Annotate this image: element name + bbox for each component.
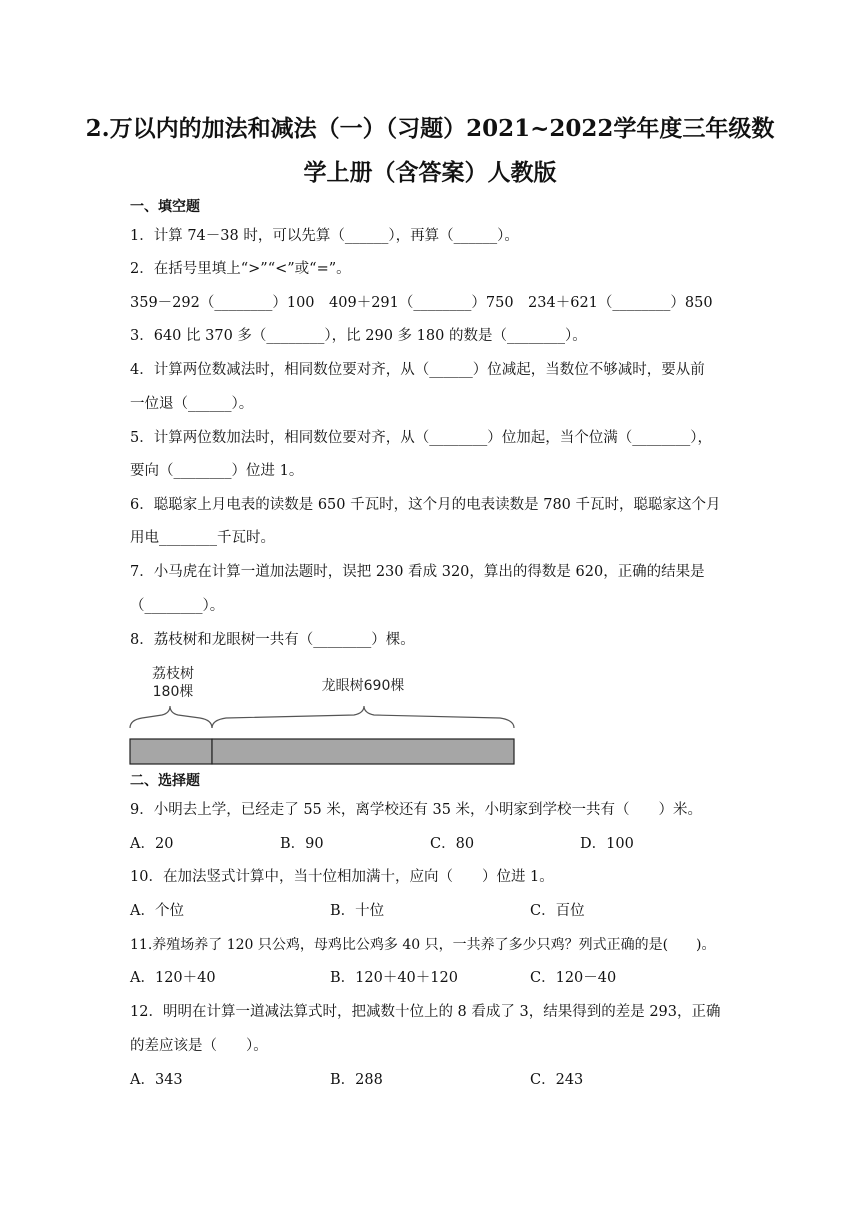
question-11: 11.养殖场养了 120 只公鸡，母鸡比公鸡多 40 只，一共养了多少只鸡？列式正确的是( )。 xyxy=(130,937,716,953)
question-9: 9．小明去上学，已经走了 55 米，离学校还有 35 米，小明家到学校一共有（ ）米。 xyxy=(130,802,703,818)
q12-option-a: A．343 xyxy=(130,1072,183,1088)
document-title-line-1: 2.万以内的加法和减法（一）（习题）2021~2022学年度三年级数 xyxy=(85,115,775,142)
lychee-count-label: 180棵 xyxy=(152,684,194,700)
q9-option-b: B．90 xyxy=(280,836,324,852)
q11-option-a: A．120＋40 xyxy=(130,970,216,986)
q10-option-c: C．百位 xyxy=(530,903,585,919)
question-12-line-2: 的差应该是（ ）。 xyxy=(130,1038,268,1054)
question-8: 8．荔枝树和龙眼树一共有（________）棵。 xyxy=(130,632,415,648)
question-10: 10．在加法竖式计算中，当十位相加满十，应向（ ）位进 1。 xyxy=(130,869,554,885)
q11-option-c: C．120－40 xyxy=(530,970,617,986)
lychee-label: 荔枝树 xyxy=(152,666,194,682)
q12-option-b: B．288 xyxy=(330,1072,383,1088)
q9-option-a: A．20 xyxy=(130,836,174,852)
q10-option-a: A．个位 xyxy=(130,903,184,919)
question-4-line-2: 一位退（______）。 xyxy=(130,396,254,412)
question-7-line-1: 7．小马虎在计算一道加法题时，误把 230 看成 320，算出的得数是 620，正确的结果是 xyxy=(130,564,705,580)
q11-option-b: B．120＋40＋120 xyxy=(330,970,458,986)
lychee-segment xyxy=(130,739,212,764)
q9-option-c: C．80 xyxy=(430,836,475,852)
brace-and-bar-graphic xyxy=(128,660,520,768)
question-7-line-2: （________）。 xyxy=(130,598,225,614)
section-heading-fill-in: 一、填空题 xyxy=(130,199,200,215)
q9-option-d: D．100 xyxy=(580,836,634,852)
section-heading-choice: 二、选择题 xyxy=(130,773,200,789)
longan-segment xyxy=(212,739,514,764)
q12-option-c: C．243 xyxy=(530,1072,584,1088)
question-12-line-1: 12．明明在计算一道减法算式时，把减数十位上的 8 看成了 3，结果得到的差是 293，正确 xyxy=(130,1004,721,1020)
question-1: 1．计算 74－38 时，可以先算（______），再算（______）。 xyxy=(130,228,519,244)
question-6-line-1: 6．聪聪家上月电表的读数是 650 千瓦时，这个月的电表读数是 780 千瓦时，聪聪家这个月 xyxy=(130,497,721,513)
tree-bar-diagram xyxy=(128,660,520,768)
question-2: 2．在括号里填上“>”“<”或“=”。 xyxy=(130,261,351,277)
question-5-line-1: 5．计算两位数加法时，相同数位要对齐，从（________）位加起，当个位满（________）， xyxy=(130,430,712,446)
question-4-line-1: 4．计算两位数减法时，相同数位要对齐，从（______）位减起，当数位不够减时，要从前 xyxy=(130,362,705,378)
question-3: 3．640 比 370 多（________），比 290 多 180 的数是（________）。 xyxy=(130,328,587,344)
q10-option-b: B．十位 xyxy=(330,903,385,919)
document-title-line-2: 学上册（含答案）人教版 xyxy=(303,159,557,186)
longan-label: 龙眼树690棵 xyxy=(321,678,405,694)
question-5-line-2: 要向（________）位进 1。 xyxy=(130,463,304,479)
lychee-brace xyxy=(130,706,212,728)
longan-brace xyxy=(212,706,514,728)
question-2-comparisons: 359－292（________）100 409＋291（________）750 234＋621（________）850 xyxy=(130,295,713,311)
question-6-line-2: 用电________千瓦时。 xyxy=(130,530,275,546)
